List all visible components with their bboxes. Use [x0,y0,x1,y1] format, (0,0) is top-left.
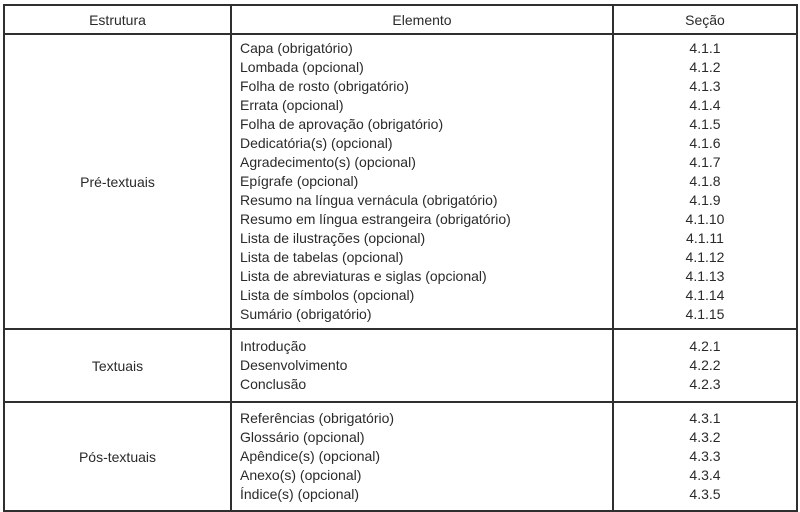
element-item: Apêndice(s) (opcional) [240,448,381,464]
element-item: Referências (obrigatório) [240,410,395,426]
section-number: 4.1.3 [689,78,721,94]
section-number: 4.1.15 [685,306,725,322]
section-number: 4.2.1 [689,338,721,354]
section-number: 4.1.8 [689,173,721,189]
section-number: 4.1.10 [685,211,725,227]
section-number: 4.2.2 [689,357,721,373]
element-item: Lombada (opcional) [240,59,364,75]
table-header-row [4,5,797,34]
structure-label-pre-textuais: Pré-textuais [4,34,231,329]
section-number: 4.3.3 [689,448,721,464]
section-number-list-pre-textuais [613,34,797,329]
section-number: 4.1.9 [689,192,721,208]
section-number: 4.3.2 [689,429,721,445]
section-number: 4.1.12 [685,249,725,265]
section-number: 4.1.13 [685,268,725,284]
element-item: Anexo(s) (opcional) [240,467,362,483]
structure-table [3,4,798,512]
section-number: 4.3.5 [689,486,721,502]
element-item: Introdução [240,338,307,354]
element-list-pre-textuais [231,34,613,329]
section-number: 4.1.11 [686,230,724,246]
section-number: 4.1.5 [689,116,721,132]
section-number-list-textuais [613,329,797,402]
table-section-pos-textuais [4,402,797,511]
structure-label-textuais: Textuais [4,329,231,402]
element-item: Folha de aprovação (obrigatório) [240,116,444,132]
element-item: Folha de rosto (obrigatório) [240,78,409,94]
section-number: 4.3.1 [689,410,721,426]
element-item: Desenvolvimento [240,357,348,373]
element-item: Glossário (opcional) [240,429,365,445]
section-number: 4.3.4 [689,467,721,483]
table-section-textuais [4,329,797,402]
section-number: 4.1.6 [689,135,721,151]
table-section-pre-textuais [4,34,797,329]
element-item: Resumo em língua estrangeira (obrigatório) [240,211,511,227]
column-header-secao: Seção [613,5,797,34]
element-item: Índice(s) (opcional) [240,486,360,502]
element-item: Capa (obrigatório) [240,40,353,56]
section-number: 4.1.4 [689,97,721,113]
section-number-list-pos-textuais [613,402,797,511]
structure-label-pos-textuais: Pós-textuais [4,402,231,511]
element-item: Conclusão [240,376,307,392]
column-header-estrutura: Estrutura [4,5,231,34]
section-number: 4.1.2 [689,59,721,75]
element-item: Epígrafe (opcional) [240,173,359,189]
element-item: Agradecimento(s) (opcional) [240,154,416,170]
element-item: Errata (opcional) [240,97,344,113]
section-number: 4.1.14 [685,287,725,303]
element-list-textuais [231,329,613,402]
element-item: Lista de tabelas (opcional) [240,249,404,265]
element-item: Lista de símbolos (opcional) [240,287,415,303]
element-item: Dedicatória(s) (opcional) [240,135,393,151]
element-item: Lista de ilustrações (opcional) [240,230,426,246]
element-item: Resumo na língua vernácula (obrigatório) [240,192,498,208]
element-item: Sumário (obrigatório) [240,306,372,322]
element-list-pos-textuais [231,402,613,511]
section-number: 4.1.1 [689,40,721,56]
column-header-elemento: Elemento [231,5,613,34]
section-number: 4.1.7 [689,154,721,170]
element-item: Lista de abreviaturas e siglas (opcional) [240,268,487,284]
section-number: 4.2.3 [689,376,721,392]
